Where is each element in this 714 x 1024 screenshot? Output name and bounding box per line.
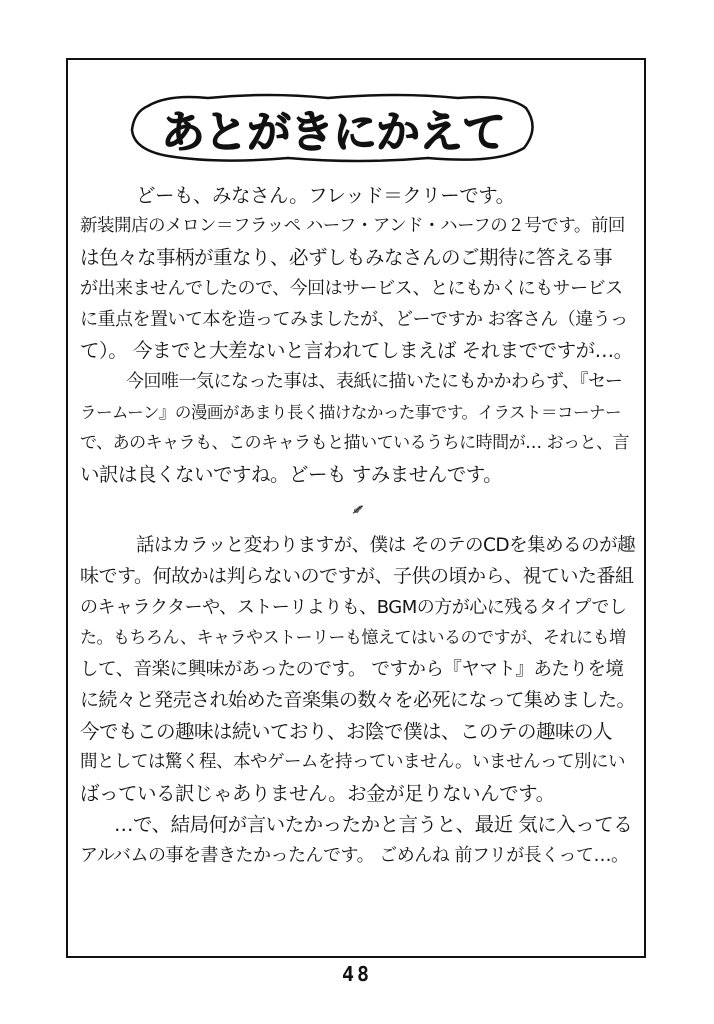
text-line: 間としては驚く程、本やゲームを持っていません。いませんって別にい [80,752,626,772]
title-banner [128,92,538,164]
page-title: あとがきにかえて [161,107,505,158]
text-line: て）。 今までと大差ないと言われてしまえば それまでですが…。 [80,339,633,362]
text-line: は色々な事柄が重なり、必ずしもみなさんのご期待に答える事 [80,246,613,269]
text-line: ラームーン』の漫画があまり長く描けなかった事です。イラスト＝コーナー [80,403,622,422]
text-line: して、音楽に興味があったのです。 ですから『ヤマト』あたりを境 [80,659,624,680]
text-line: 話はカラッと変わりますが、僕は そのテのCDを集めるのが趣 [136,535,636,556]
text-line: ばっている訳じゃありません。お金が足りないんです。 [80,782,555,805]
text-line: …で、結局何が言いたかったかと言うと、最近 気に入ってる [114,813,633,836]
text-line: に重点を置いて本を造ってみましたが、どーですか お客さん（違うっ [80,309,628,330]
text-line: が出来ませんでしたので、今回はサービス、とにもかくにもサービス [80,278,623,299]
text-line: で、あのキャラも、このキャラもと描いているうちに時間が… おっと、言 [80,433,630,453]
afterword-body [80,180,636,871]
text-line: 新装開店のメロン＝フラッペ ハーフ・アンド・ハーフの２号です。前回 [80,216,625,236]
text-line: い訳は良くないですね。どーも すみませんです。 [80,463,503,486]
separator-ornament: ⸙ [348,497,369,522]
text-line: 味です。何故かは判らないのですが、子供の頃から、視ていた番組 [80,565,634,587]
text-line: どーも、みなさん。フレッド＝クリーです。 [136,184,515,207]
page-number: 48 [341,962,373,986]
text-line: のキャラクターや、ストーリよりも、BGMの方が心に残るタイプでし [80,597,627,618]
text-line: アルバムの事を書きたかったんです。 ごめんね 前フリが長くって…。 [80,845,629,866]
text-line: た。もちろん、キャラやストーリーも憶えてはいるのですが、それにも増 [80,628,626,648]
text-line: 今でもこの趣味は続いており、お陰で僕は、このテの趣味の人 [80,720,613,743]
text-line: 今回唯一気になった事は、表紙に描いたにもかかわらず、『セー [126,371,623,392]
section-separator [80,490,636,530]
text-line: に続々と発売され始めた音楽集の数々を必死になって集めました。 [80,689,636,711]
